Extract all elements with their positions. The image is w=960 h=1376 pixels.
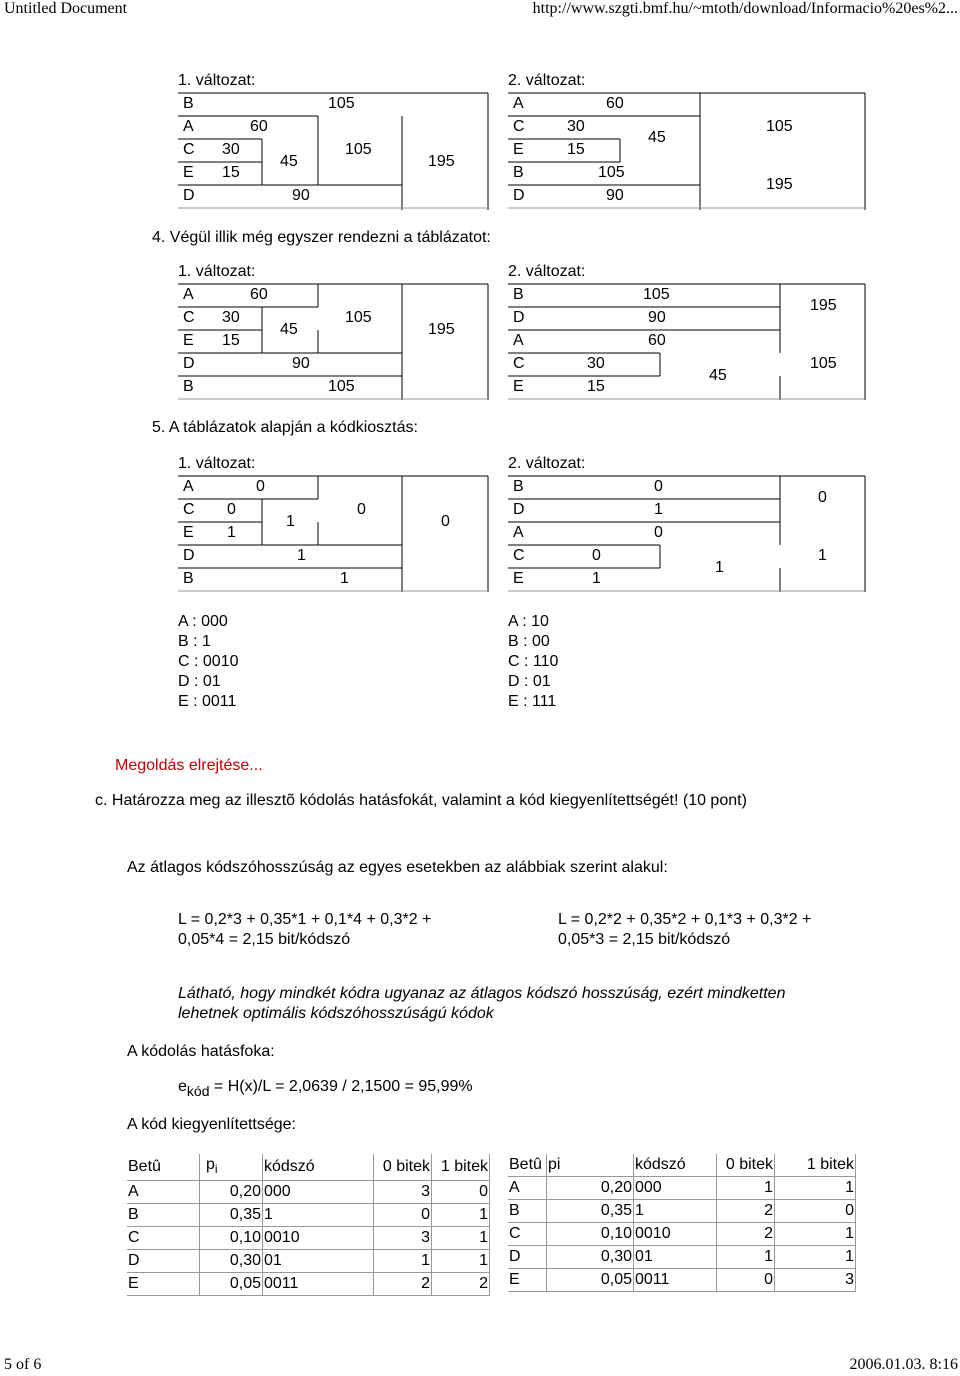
tree3-v1-r5-letter: B — [183, 570, 194, 587]
col-p-symbol: p — [206, 1156, 215, 1173]
tree3-v1-r1-value: 0 — [256, 478, 265, 495]
balance-table-1 — [127, 1154, 490, 1296]
col-p-header — [200, 1154, 263, 1181]
tree1-v1-r5-letter: D — [183, 187, 195, 204]
tree3-v2-r3-letter: A — [513, 524, 524, 541]
col-zero-bits-header: 0 bitek — [374, 1154, 432, 1181]
col-code-header: kódszó — [634, 1154, 717, 1177]
cell-one-bits: 1 — [775, 1177, 856, 1200]
tree2-v2-title: 2. változat: — [508, 263, 586, 280]
formula-2-line1: L = 0,2*2 + 0,35*2 + 0,1*3 + 0,3*2 + — [558, 911, 812, 928]
cell-letter: A — [127, 1181, 200, 1204]
tree1-v1-r4-letter: E — [183, 164, 194, 181]
tree3-v2-r2-value: 1 — [654, 501, 663, 518]
cell-letter: E — [508, 1269, 547, 1292]
cell-p: 0,10 — [200, 1227, 263, 1250]
tree2-v2-r3-value: 60 — [648, 332, 666, 349]
tree3-v1-r1-letter: A — [183, 478, 194, 495]
tree3-v1-r2-value: 0 — [227, 501, 236, 518]
tree3-v1-merge-0b: 0 — [441, 513, 450, 530]
tree1-v1-r3-value: 30 — [222, 141, 240, 158]
cell-letter: E — [127, 1273, 200, 1296]
code-list-1-item: C : 0010 — [178, 653, 239, 670]
tree3-v1-r2-letter: C — [183, 501, 195, 518]
table-row — [508, 1223, 856, 1246]
tree2-v1-r4-letter: D — [183, 355, 195, 372]
cell-p: 0,10 — [547, 1223, 634, 1246]
col-code-header: kódszó — [263, 1154, 374, 1181]
tree2-v1-title: 1. változat: — [178, 263, 256, 280]
step5-heading: 5. A táblázatok alapján a kódkiosztás: — [152, 419, 418, 436]
cell-letter: D — [508, 1246, 547, 1269]
tree1-v1-merge-105: 105 — [345, 141, 372, 158]
cell-p: 0,05 — [200, 1273, 263, 1296]
cell-letter: C — [127, 1227, 200, 1250]
cell-letter: B — [127, 1204, 200, 1227]
tree2-v2-r5-value: 15 — [587, 378, 605, 395]
tree2-v2-r2-letter: D — [513, 309, 525, 326]
cell-code: 0010 — [263, 1227, 374, 1250]
cell-p: 0,05 — [547, 1269, 634, 1292]
tree1-v2-r5-letter: D — [513, 187, 525, 204]
table-row — [508, 1269, 856, 1292]
tree2-v1-merge-45: 45 — [280, 321, 298, 338]
code-list-2-item: A : 10 — [508, 613, 549, 630]
col-letter-header: Betû — [508, 1154, 547, 1177]
tree2-v2-r1-value: 105 — [643, 286, 670, 303]
code-list-1-item: E : 0011 — [178, 693, 237, 710]
cell-letter: A — [508, 1177, 547, 1200]
efficiency-label: A kódolás hatásfoka: — [127, 1043, 275, 1060]
cell-p: 0,20 — [200, 1181, 263, 1204]
cell-one-bits: 3 — [775, 1269, 856, 1292]
tree2-v2-r3-letter: A — [513, 332, 524, 349]
cell-zero-bits: 2 — [374, 1273, 432, 1296]
tree2-v1-r4-value: 90 — [292, 355, 310, 372]
tree1-v2-merge-195: 195 — [766, 176, 793, 193]
efficiency-expression: = H(x)/L = 2,0639 / 2,1500 = 95,99% — [209, 1078, 473, 1095]
code-list-1-item: B : 1 — [178, 633, 211, 650]
cell-p: 0,35 — [547, 1200, 634, 1223]
efficiency-symbol: e — [178, 1078, 187, 1095]
tree3-v1-merge-0a: 0 — [357, 501, 366, 518]
tree3-v2-r5-value: 1 — [592, 570, 601, 587]
tree3-v1-r5-value: 1 — [340, 570, 349, 587]
table-row — [127, 1181, 490, 1204]
code-list-2-item: C : 110 — [508, 653, 559, 670]
tree3-v2-merge-1b: 1 — [818, 547, 827, 564]
cell-one-bits: 1 — [432, 1227, 490, 1250]
balance-label: A kód kiegyenlítettsége: — [127, 1116, 296, 1133]
col-letter-header: Betû — [127, 1154, 200, 1181]
cell-p: 0,35 — [200, 1204, 263, 1227]
cell-code: 0011 — [634, 1269, 717, 1292]
formula-2-line2: 0,05*3 = 2,15 bit/kódszó — [558, 931, 731, 948]
tree3-v2-r5-letter: E — [513, 570, 524, 587]
tree3-v1-r3-letter: E — [183, 524, 194, 541]
cell-p: 0,30 — [200, 1250, 263, 1273]
tree2-v2-merge-105: 105 — [810, 355, 837, 372]
hide-solution-link[interactable]: Megoldás elrejtése... — [115, 757, 263, 774]
document-title: Untitled Document — [4, 0, 128, 17]
tree1-v1-title: 1. változat: — [178, 72, 256, 89]
table-row — [508, 1200, 856, 1223]
tree2-v2-r4-value: 30 — [587, 355, 605, 372]
cell-one-bits: 1 — [432, 1250, 490, 1273]
tree2-v1-r1-letter: A — [183, 286, 194, 303]
cell-zero-bits: 1 — [717, 1177, 775, 1200]
tree2-v1-r2-letter: C — [183, 309, 195, 326]
step4-heading: 4. Végül illik még egyszer rendezni a táblázatot: — [152, 229, 491, 246]
tree2-v1-r3-letter: E — [183, 332, 194, 349]
cell-zero-bits: 2 — [717, 1223, 775, 1246]
table-row — [127, 1273, 490, 1296]
tree2-v2-r5-letter: E — [513, 378, 524, 395]
cell-code: 1 — [634, 1200, 717, 1223]
tree1-v1-merge-45: 45 — [280, 153, 298, 170]
tree3-v2-r4-letter: C — [513, 547, 525, 564]
cell-one-bits: 1 — [432, 1204, 490, 1227]
tree2-v2-r2-value: 90 — [648, 309, 666, 326]
tree1-v2-r4-value: 105 — [598, 164, 625, 181]
tree1-v1-r3-letter: C — [183, 141, 195, 158]
code-list-1-item: D : 01 — [178, 673, 221, 690]
tree3-v1-merge-1: 1 — [286, 513, 295, 530]
tree1-v1-r4-value: 15 — [222, 164, 240, 181]
table-header-row — [508, 1154, 856, 1177]
cell-zero-bits: 3 — [374, 1181, 432, 1204]
tree2-v1-r3-value: 15 — [222, 332, 240, 349]
tree3-v2-title: 2. változat: — [508, 455, 586, 472]
cell-one-bits: 1 — [775, 1246, 856, 1269]
table-row — [508, 1246, 856, 1269]
col-p-header: pi — [547, 1154, 634, 1177]
tree2-v1-r1-value: 60 — [250, 286, 268, 303]
tree1-v1-r2-letter: A — [183, 118, 194, 135]
tree1-v2-r2-letter: C — [513, 118, 525, 135]
cell-zero-bits: 0 — [374, 1204, 432, 1227]
table-row — [127, 1204, 490, 1227]
table-header-row — [127, 1154, 490, 1181]
tree1-v2-title: 2. változat: — [508, 72, 586, 89]
tree3-lines — [0, 0, 960, 620]
tree2-v2-r1-letter: B — [513, 286, 524, 303]
tree3-v1-r3-value: 1 — [227, 524, 236, 541]
cell-one-bits: 1 — [775, 1223, 856, 1246]
table-row — [127, 1227, 490, 1250]
col-zero-bits-header: 0 bitek — [717, 1154, 775, 1177]
tree1-v2-r1-letter: A — [513, 95, 524, 112]
cell-code: 01 — [263, 1250, 374, 1273]
cell-code: 000 — [634, 1177, 717, 1200]
efficiency-subscript: kód — [186, 1083, 210, 1099]
code-list-2-item: B : 00 — [508, 633, 550, 650]
tree3-v1-title: 1. változat: — [178, 455, 256, 472]
tree3-v1-r4-value: 1 — [297, 547, 306, 564]
tree1-v2-r3-value: 15 — [567, 141, 585, 158]
tree2-v2-merge-45: 45 — [709, 367, 727, 384]
tree3-v2-r4-value: 0 — [592, 547, 601, 564]
conclusion-line2: lehetnek optimális kódszóhosszúságú kódok — [178, 1005, 494, 1022]
tree3-v2-r1-value: 0 — [654, 478, 663, 495]
avg-length-intro: Az átlagos kódszóhosszúság az egyes esetekben az alábbiak szerint alakul: — [127, 859, 668, 876]
balance-table-2 — [508, 1154, 856, 1292]
tree1-v2-r5-value: 90 — [606, 187, 624, 204]
tree1-v1-r1-letter: B — [183, 95, 194, 112]
tree1-v1-r1-value: 105 — [328, 95, 355, 112]
cell-letter: C — [508, 1223, 547, 1246]
tree1-v1-r2-value: 60 — [250, 118, 268, 135]
tree2-v1-merge-195: 195 — [428, 321, 455, 338]
table-row — [508, 1177, 856, 1200]
cell-code: 000 — [263, 1181, 374, 1204]
cell-code: 0011 — [263, 1273, 374, 1296]
tree1-v2-merge-45: 45 — [648, 129, 666, 146]
conclusion-line1: Látható, hogy mindkét kódra ugyanaz az átlagos kódszó hosszúság, ezért mindketten — [178, 985, 786, 1002]
tree3-v2-r3-value: 0 — [654, 524, 663, 541]
tree3-v2-merge-0: 0 — [818, 489, 827, 506]
code-list-1-item: A : 000 — [178, 613, 228, 630]
tree1-v2-r2-value: 30 — [567, 118, 585, 135]
tree1-v1-merge-195: 195 — [428, 153, 455, 170]
cell-code: 0010 — [634, 1223, 717, 1246]
table-row — [127, 1250, 490, 1273]
cell-letter: B — [508, 1200, 547, 1223]
cell-one-bits: 0 — [775, 1200, 856, 1223]
cell-zero-bits: 3 — [374, 1227, 432, 1250]
formula-1-line2: 0,05*4 = 2,15 bit/kódszó — [178, 931, 351, 948]
tree2-v1-merge-105: 105 — [345, 309, 372, 326]
tree1-v1-r5-value: 90 — [292, 187, 310, 204]
tree3-v2-r1-letter: B — [513, 478, 524, 495]
col-one-bits-header: 1 bitek — [775, 1154, 856, 1177]
cell-zero-bits: 0 — [717, 1269, 775, 1292]
tree2-v2-r4-letter: C — [513, 355, 525, 372]
cell-letter: D — [127, 1250, 200, 1273]
tree3-v2-r2-letter: D — [513, 501, 525, 518]
question-c: c. Határozza meg az illesztõ kódolás hatásfokát, valamint a kód kiegyenlítettségét! (10 pont) — [95, 792, 747, 809]
cell-p: 0,20 — [547, 1177, 634, 1200]
tree1-v2-r1-value: 60 — [606, 95, 624, 112]
tree2-v1-r5-value: 105 — [328, 378, 355, 395]
print-date: 2006.01.03. 8:16 — [849, 1356, 958, 1373]
code-list-2-item: E : 111 — [508, 693, 557, 710]
cell-one-bits: 0 — [432, 1181, 490, 1204]
tree3-v1-r4-letter: D — [183, 547, 195, 564]
cell-one-bits: 2 — [432, 1273, 490, 1296]
tree2-v1-r5-letter: B — [183, 378, 194, 395]
tree1-v2-r4-letter: B — [513, 164, 524, 181]
cell-zero-bits: 2 — [717, 1200, 775, 1223]
page-url: http://www.szgti.bmf.hu/~mtoth/download/Informacio%20es%2... — [532, 0, 958, 17]
formula-1-line1: L = 0,2*3 + 0,35*1 + 0,1*4 + 0,3*2 + — [178, 911, 432, 928]
tree2-v2-merge-195: 195 — [810, 297, 837, 314]
page-counter: 5 of 6 — [4, 1356, 42, 1373]
cell-code: 01 — [634, 1246, 717, 1269]
efficiency-formula — [178, 1077, 473, 1101]
tree1-v2-r3-letter: E — [513, 141, 524, 158]
tree1-v2-merge-105: 105 — [766, 118, 793, 135]
cell-zero-bits: 1 — [374, 1250, 432, 1273]
cell-p: 0,30 — [547, 1246, 634, 1269]
tree2-v1-r2-value: 30 — [222, 309, 240, 326]
tree3-v2-merge-1: 1 — [715, 559, 724, 576]
cell-zero-bits: 1 — [717, 1246, 775, 1269]
col-p-subscript: i — [214, 1162, 218, 1177]
col-one-bits-header: 1 bitek — [432, 1154, 490, 1181]
cell-code: 1 — [263, 1204, 374, 1227]
code-list-2-item: D : 01 — [508, 673, 551, 690]
